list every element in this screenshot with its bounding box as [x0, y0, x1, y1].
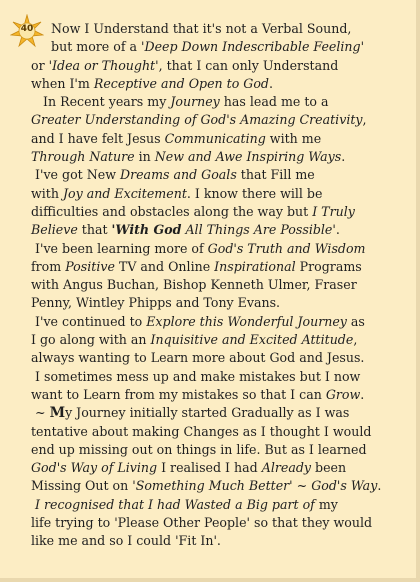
text-run: want to Learn from my mistakes so that I can — [31, 386, 326, 402]
text-run: TV and Online — [114, 258, 215, 274]
text-run: . — [269, 75, 274, 91]
text-line — [31, 477, 416, 495]
text-run: Inquisitive and Excited Attitude — [150, 332, 354, 348]
text-line — [31, 75, 416, 93]
text-line — [31, 514, 416, 532]
text-run: . — [360, 386, 365, 402]
text-line — [31, 294, 416, 312]
text-run: y Journey initially started Gradually as I was — [65, 405, 350, 421]
text-run: Inspirational — [214, 258, 296, 274]
text-run: Positive — [65, 258, 115, 274]
text-run: . — [341, 149, 346, 165]
text-run: Greater Understanding of God's Amazing Creativity — [31, 112, 363, 128]
text-line — [31, 111, 416, 129]
text-run: from — [31, 258, 66, 274]
text-run: Through Nature — [31, 149, 135, 165]
page-number: 40 — [20, 24, 34, 34]
text-run: with Angus Buchan, Bishop Kenneth Ulmer, Fraser — [31, 277, 357, 293]
text-run: In Recent years my — [31, 94, 171, 110]
text-line — [31, 38, 416, 56]
text-run: Believe — [31, 222, 78, 238]
text-line — [31, 20, 416, 38]
text-line — [31, 404, 416, 422]
text-run: I go along with an — [31, 332, 151, 348]
text-line — [31, 313, 416, 331]
text-run: God's Truth and Wisdom — [207, 240, 366, 256]
text-run: with me — [265, 130, 322, 146]
text-run: but more of a — [31, 39, 142, 55]
text-run: Explore this Wonderful Journey — [146, 313, 347, 329]
text-run: and I have felt Jesus — [31, 130, 165, 146]
text-run: , — [353, 332, 358, 348]
text-line — [31, 130, 416, 148]
text-line — [31, 240, 416, 258]
text-line — [31, 276, 416, 294]
text-run: has lead me to a — [219, 94, 329, 110]
text-run: end up missing out on things in life. But as I learned — [31, 441, 367, 457]
text-line — [31, 57, 416, 75]
text-line — [31, 441, 416, 459]
text-line — [31, 148, 416, 166]
text-run: . I know there will be — [186, 185, 323, 201]
text-line — [31, 349, 416, 367]
text-line — [31, 423, 416, 441]
text-run: Communicating — [164, 130, 266, 146]
text-line — [31, 386, 416, 404]
text-line — [31, 166, 416, 184]
text-run: 'Something Much Better' — [132, 478, 293, 494]
text-run: Penny, Wintley Phipps and Tony Evans. — [31, 295, 281, 311]
text-run: I've continued to — [31, 313, 147, 329]
text-run: with — [31, 185, 63, 201]
text-run: I've got New — [31, 167, 120, 183]
text-line — [31, 331, 416, 349]
text-run: Programs — [295, 258, 362, 274]
text-run: always wanting to Learn more about God and Jesus. — [31, 350, 365, 366]
text-run: All Things Are Possible' — [181, 222, 336, 238]
text-run: , that I can only Understand — [158, 57, 339, 73]
text-line — [31, 221, 416, 239]
text-run: Grow — [325, 386, 361, 402]
text-run: been — [311, 460, 347, 476]
text-run: Journey — [170, 94, 220, 110]
text-run: life trying to 'Please Other People' so that they would — [31, 515, 373, 531]
text-run: , — [362, 112, 367, 128]
body-text — [31, 20, 416, 551]
text-run: . — [335, 222, 340, 238]
text-run: that Fill me — [236, 167, 315, 183]
text-run: 'With God — [111, 222, 182, 238]
text-run: Dreams and Goals — [119, 167, 237, 183]
text-run: tentative about making Changes as I thought I would — [31, 423, 372, 439]
text-run: my — [314, 496, 338, 512]
text-run: 'Idea or Thought' — [48, 57, 159, 73]
text-run: in — [134, 149, 155, 165]
text-run: Missing Out on — [31, 478, 133, 494]
text-run: Receptive and Open to God — [93, 75, 269, 91]
text-line — [31, 496, 416, 514]
text-run: when I'm — [31, 75, 94, 91]
text-run: Joy and Excitement — [62, 185, 187, 201]
text-run: Now I Understand that it's not a Verbal Sound, — [31, 21, 352, 36]
text-line — [31, 368, 416, 386]
text-run: ~ — [31, 405, 50, 421]
text-line — [31, 203, 416, 221]
text-run: ~ — [292, 478, 312, 494]
text-run: New and Awe Inspiring Ways — [154, 149, 342, 165]
text-run: as — [346, 313, 365, 329]
text-line — [31, 532, 416, 550]
text-run: God's Way of Living — [31, 460, 158, 476]
text-run: like me and so I could 'Fit In'. — [31, 533, 221, 549]
text-run: Already — [261, 460, 312, 476]
text-line — [31, 93, 416, 111]
text-run: I sometimes mess up and make mistakes but I now — [31, 368, 361, 384]
text-line — [31, 258, 416, 276]
text-run: or — [31, 57, 49, 73]
text-run: I Truly — [312, 203, 355, 219]
text-line — [31, 459, 416, 477]
text-run: difficulties and obstacles along the way but — [31, 203, 313, 219]
text-run: I realised I had — [157, 460, 262, 476]
text-run: God's Way — [311, 478, 378, 494]
text-run: M — [49, 405, 66, 422]
text-line — [31, 185, 416, 203]
text-run: that — [77, 222, 112, 238]
text-run: I've been learning more of — [31, 240, 208, 256]
text-run: I recognised that I had Wasted a Big part of — [31, 496, 315, 512]
text-run: 'Deep Down Indescribable Feeling' — [141, 39, 365, 55]
text-run: . — [377, 478, 382, 494]
